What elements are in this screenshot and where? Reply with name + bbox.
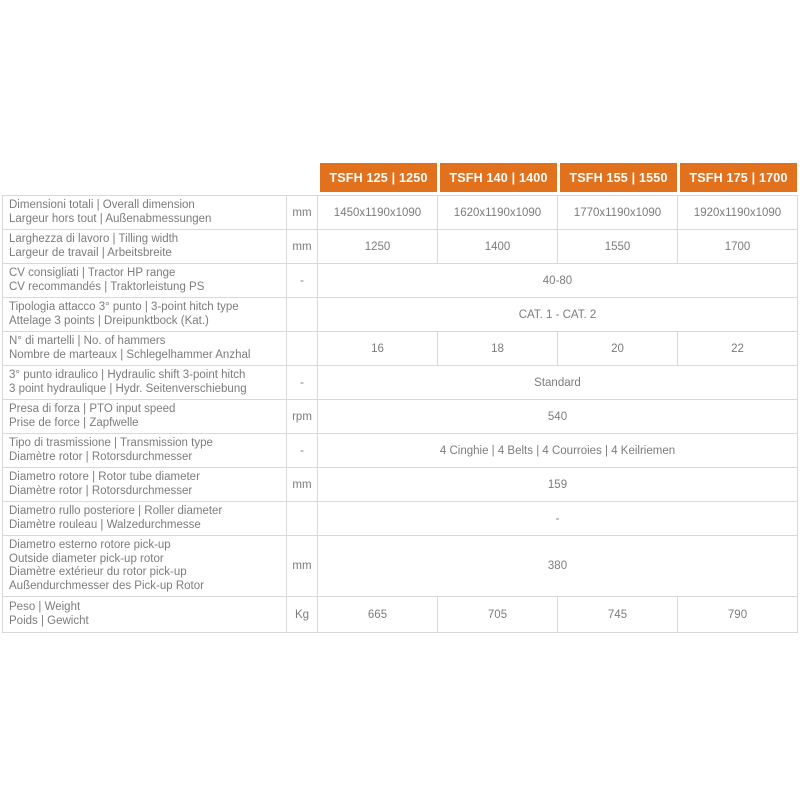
spec-row-label-line: 3° punto idraulico | Hydraulic shift 3-point hitch: [9, 369, 246, 381]
spec-row-unit: mm: [287, 536, 318, 597]
spec-value: 1550: [558, 230, 678, 264]
spec-row-label: [3, 597, 287, 633]
table-row: [3, 434, 798, 468]
spec-table: [2, 163, 797, 633]
spec-value: 22: [678, 332, 798, 366]
table-row: [3, 468, 798, 502]
header-spacer: [2, 163, 317, 192]
table-row: [3, 536, 798, 597]
spec-row-unit: [287, 502, 318, 536]
table-row: [3, 298, 798, 332]
spec-row-label-line: Larghezza di lavoro | Tilling width: [9, 233, 179, 245]
spec-value-span: 540: [318, 400, 798, 434]
spec-row-label: [3, 196, 287, 230]
spec-row-label-line: N° di martelli | No. of hammers: [9, 335, 166, 347]
spec-row-unit: -: [287, 264, 318, 298]
spec-value-span: Standard: [318, 366, 798, 400]
spec-value: 745: [558, 597, 678, 633]
spec-row-label-line: CV consigliati | Tractor HP range: [9, 267, 176, 279]
spec-value: 705: [438, 597, 558, 633]
table-row: [3, 196, 798, 230]
spec-row-label: [3, 264, 287, 298]
spec-row-unit: mm: [287, 196, 318, 230]
spec-value: 1770x1190x1090: [558, 196, 678, 230]
spec-row-label-line: 3 point hydraulique | Hydr. Seitenverschiebung: [9, 382, 247, 395]
spec-value: 16: [318, 332, 438, 366]
spec-row-label: [3, 298, 287, 332]
spec-row-unit: [287, 298, 318, 332]
spec-value: 1250: [318, 230, 438, 264]
spec-row-label-line: Presa di forza | PTO input speed: [9, 403, 176, 415]
spec-value-span: 159: [318, 468, 798, 502]
spec-value: 18: [438, 332, 558, 366]
spec-row-label-line: Diametro rullo posteriore | Roller diameter: [9, 505, 223, 517]
spec-row-label-line: Prise de force | Zapfwelle: [9, 416, 139, 429]
spec-row-unit: -: [287, 434, 318, 468]
spec-row-label: [3, 332, 287, 366]
spec-value: 1620x1190x1090: [438, 196, 558, 230]
spec-row-label-line: Diamètre rouleau | Walzedurchmesse: [9, 518, 201, 531]
spec-row-label-line: Largeur de travail | Arbeitsbreite: [9, 246, 172, 259]
spec-value: 1700: [678, 230, 798, 264]
spec-row-unit: rpm: [287, 400, 318, 434]
spec-row-label-line: Tipologia attacco 3° punto | 3-point hitch type: [9, 301, 239, 313]
table-row: [3, 230, 798, 264]
spec-row-label-line: Peso | Weight: [9, 601, 81, 613]
spec-row-label: [3, 536, 287, 597]
table-row: [3, 332, 798, 366]
spec-body-table: [2, 195, 798, 633]
spec-row-label-line: Diametro rotore | Rotor tube diameter: [9, 471, 200, 483]
spec-row-unit: mm: [287, 468, 318, 502]
spec-value: 665: [318, 597, 438, 633]
spec-row-label-line: Dimensioni totali | Overall dimension: [9, 199, 195, 211]
table-row: [3, 400, 798, 434]
spec-row-unit: [287, 332, 318, 366]
spec-row-label: [3, 468, 287, 502]
spec-row-label-line: CV recommandés | Traktorleistung PS: [9, 280, 205, 293]
spec-row-label-line: Tipo di trasmissione | Transmission type: [9, 437, 213, 449]
spec-value-span: -: [318, 502, 798, 536]
spec-row-label-line: Diamètre rotor | Rotorsdurchmesser: [9, 450, 193, 463]
spec-row-label: [3, 230, 287, 264]
model-column-header: TSFH 140 | 1400: [440, 163, 557, 192]
spec-row-label-line: Diamètre rotor | Rotorsdurchmesser: [9, 484, 193, 497]
spec-row-label-line: Nombre de marteaux | Schlegelhammer Anzhal: [9, 348, 251, 361]
spec-row-label-line: Poids | Gewicht: [9, 614, 89, 627]
spec-row-unit: Kg: [287, 597, 318, 633]
spec-value-span: 4 Cinghie | 4 Belts | 4 Courroies | 4 Keilriemen: [318, 434, 798, 468]
spec-row-label-line: Largeur hors tout | Außenabmessungen: [9, 212, 212, 225]
model-header-row: [2, 163, 797, 192]
spec-row-label-line: Diamètre extérieur du rotor pick-up: [9, 566, 187, 578]
spec-row-label-line: Diametro esterno rotore pick-up: [9, 539, 171, 551]
spec-value: 1400: [438, 230, 558, 264]
spec-row-label: [3, 366, 287, 400]
table-row: [3, 366, 798, 400]
model-column-header: TSFH 125 | 1250: [320, 163, 437, 192]
model-column-header: TSFH 175 | 1700: [680, 163, 797, 192]
spec-value: 1920x1190x1090: [678, 196, 798, 230]
spec-row-label: [3, 434, 287, 468]
spec-row-unit: -: [287, 366, 318, 400]
table-row: [3, 502, 798, 536]
spec-value-span: 40-80: [318, 264, 798, 298]
spec-row-label-line: Außendurchmesser des Pick-up Rotor: [9, 579, 204, 592]
spec-row-label: [3, 400, 287, 434]
spec-rows: [3, 196, 798, 633]
spec-value-span: 380: [318, 536, 798, 597]
spec-value-span: CAT. 1 - CAT. 2: [318, 298, 798, 332]
spec-row-label-line: Attelage 3 points | Dreipunktbock (Kat.): [9, 314, 209, 327]
table-row: [3, 597, 798, 633]
spec-row-unit: mm: [287, 230, 318, 264]
spec-value: 790: [678, 597, 798, 633]
table-row: [3, 264, 798, 298]
spec-value: 20: [558, 332, 678, 366]
spec-row-label-line: Outside diameter pick-up rotor: [9, 552, 164, 565]
spec-value: 1450x1190x1090: [318, 196, 438, 230]
spec-row-label: [3, 502, 287, 536]
model-column-header: TSFH 155 | 1550: [560, 163, 677, 192]
